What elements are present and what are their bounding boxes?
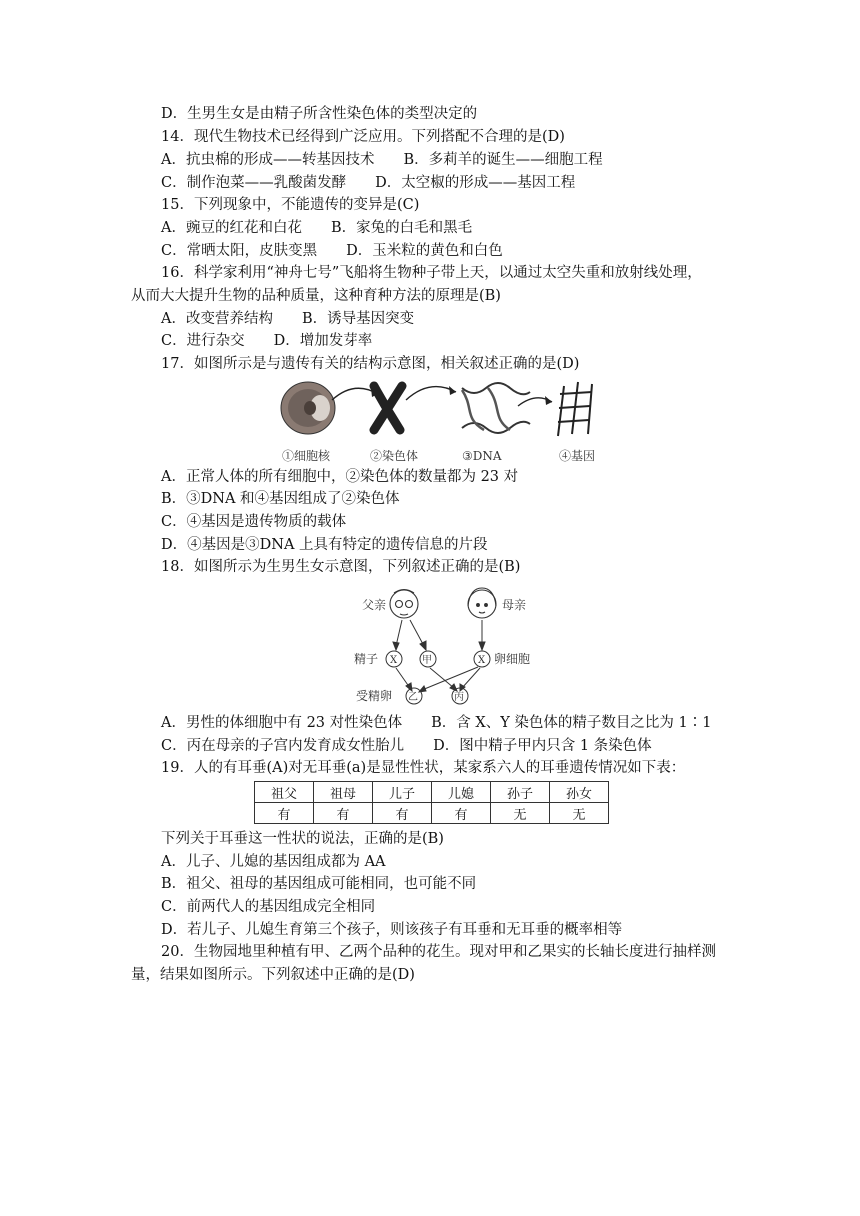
- table-cell: 有: [373, 803, 432, 824]
- q20-stem-line1: 20．生物园地里种植有甲、乙两个品种的花生。现对甲和乙果实的长轴长度进行抽样测: [161, 944, 716, 960]
- table-header-cell: 孙子: [491, 782, 550, 803]
- egg-label: 卵细胞: [494, 652, 531, 666]
- q17-option-d: D．④基因是③DNA 上具有特定的遗传信息的片段: [161, 537, 488, 553]
- sperm-label: 精子: [354, 652, 379, 666]
- mother-icon: [468, 588, 496, 618]
- table-header-cell: 祖父: [255, 782, 314, 803]
- table-header-cell: 孙女: [550, 782, 609, 803]
- q17-stem: 17．如图所示是与遗传有关的结构示意图，相关叙述正确的是(D): [161, 356, 580, 372]
- heredity-structure-figure: [274, 378, 634, 468]
- chromosome-image: [374, 386, 402, 430]
- table-cell: 有: [255, 803, 314, 824]
- q16-stem-line2: 从而大大提升生物的品种质量，这种育种方法的原理是(B): [131, 288, 501, 304]
- table-cell: 有: [432, 803, 491, 824]
- q15-stem: 15．下列现象中，不能遗传的变异是(C): [161, 197, 420, 213]
- q18-options-cd: C．丙在母亲的子宫内发育成女性胎儿 D．图中精子甲内只含 1 条染色体: [161, 738, 652, 754]
- sperm-jia-label: 甲: [422, 655, 432, 666]
- egg-x-label: X: [478, 655, 486, 666]
- zygote-yi-label: 乙: [408, 692, 418, 703]
- fig17-label-nucleus: ①细胞核: [282, 449, 331, 463]
- q20-stem-line2: 量，结果如图所示。下列叙述中正确的是(D): [131, 967, 415, 983]
- table-cell: 无: [550, 803, 609, 824]
- q19-option-b: B．祖父、祖母的基因组成可能相同，也可能不同: [161, 876, 477, 892]
- table-header-cell: 祖母: [314, 782, 373, 803]
- q19-option-c: C．前两代人的基因组成完全相同: [161, 899, 376, 915]
- q15-options-cd: C．常晒太阳，皮肤变黑 D．玉米粒的黄色和白色: [161, 243, 503, 259]
- earlobe-table: [254, 781, 609, 824]
- zygote-label: 受精卵: [356, 689, 393, 703]
- fig17-label-dna: ③DNA: [462, 449, 502, 463]
- sex-determination-figure: [354, 584, 554, 706]
- table-row: [255, 803, 609, 824]
- q19-option-a: A．儿子、儿媳的基因组成都为 AA: [161, 854, 386, 870]
- gene-image: [558, 382, 592, 436]
- q14-stem: 14．现代生物技术已经得到广泛应用。下列搭配不合理的是(D): [161, 129, 565, 145]
- q17-option-b: B．③DNA 和④基因组成了②染色体: [161, 491, 400, 507]
- table-header-row: [255, 782, 609, 803]
- q14-options-ab: A．抗虫棉的形成——转基因技术 B．多莉羊的诞生——细胞工程: [161, 152, 603, 168]
- mother-label: 母亲: [502, 598, 527, 612]
- zygote-bing-label: 丙: [454, 692, 464, 703]
- q18-stem: 18．如图所示为生男生女示意图，下列叙述正确的是(B): [161, 559, 521, 575]
- q19-question: 下列关于耳垂这一性状的说法，正确的是(B): [161, 831, 444, 847]
- q18-options-ab: A．男性的体细胞中有 23 对性染色体 B．含 X、Y 染色体的精子数目之比为 1∶1: [161, 715, 712, 731]
- sperm-x-label: X: [390, 655, 398, 666]
- table-cell: 无: [491, 803, 550, 824]
- table-cell: 有: [314, 803, 373, 824]
- q15-options-ab: A．豌豆的红花和白花 B．家兔的白毛和黑毛: [161, 220, 473, 236]
- dna-image: [462, 383, 530, 433]
- q17-option-a: A．正常人体的所有细胞中，②染色体的数量都为 23 对: [161, 469, 519, 485]
- q13-option-d: D．生男生女是由精子所含性染色体的类型决定的: [161, 106, 478, 122]
- q19-option-d: D．若儿子、儿媳生育第三个孩子，则该孩子有耳垂和无耳垂的概率相等: [161, 922, 623, 938]
- q16-options-ab: A．改变营养结构 B．诱导基因突变: [161, 311, 415, 327]
- table-header-cell: 儿媳: [432, 782, 491, 803]
- q19-stem: 19．人的有耳垂(A)对无耳垂(a)是显性性状，某家系六人的耳垂遗传情况如下表：: [161, 760, 686, 776]
- father-label: 父亲: [362, 598, 387, 612]
- cell-nucleus-image: [281, 382, 335, 434]
- q16-options-cd: C．进行杂交 D．增加发芽率: [161, 333, 373, 349]
- table-header-cell: 儿子: [373, 782, 432, 803]
- fig17-label-chromosome: ②染色体: [370, 449, 419, 463]
- q14-options-cd: C．制作泡菜——乳酸菌发酵 D．太空椒的形成——基因工程: [161, 175, 576, 191]
- q16-stem-line1: 16．科学家利用“神舟七号”飞船将生物种子带上天，以通过太空失重和放射线处理，: [161, 265, 702, 281]
- q17-option-c: C．④基因是遗传物质的载体: [161, 514, 347, 530]
- father-icon: [390, 590, 418, 619]
- fig17-label-gene: ④基因: [559, 449, 596, 463]
